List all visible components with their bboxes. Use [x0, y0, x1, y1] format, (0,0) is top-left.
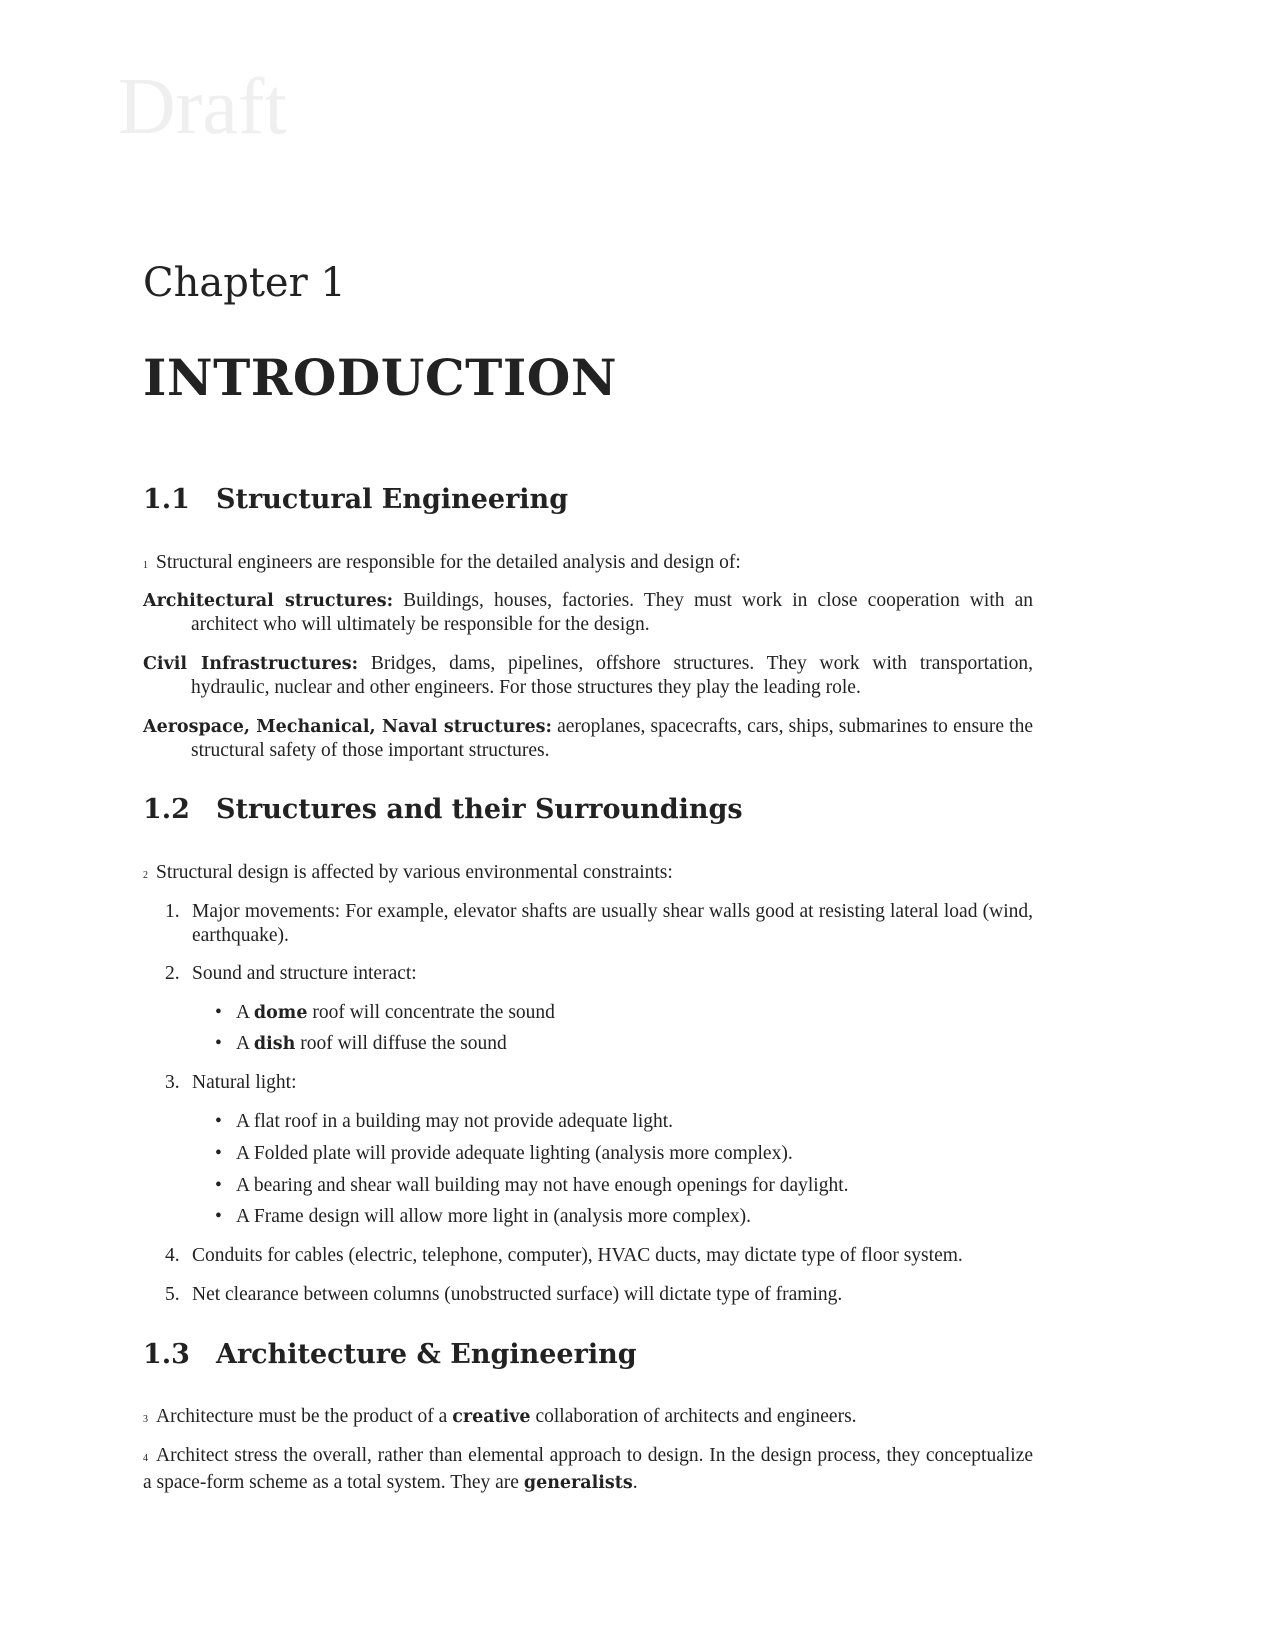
- section-title: Architecture & Engineering: [216, 1339, 637, 1370]
- list-number: 5.: [165, 1284, 180, 1305]
- paragraph-number: 4: [143, 1453, 148, 1464]
- paragraph-text: Architecture must be the product of a: [156, 1406, 453, 1427]
- list-number: 1.: [165, 901, 180, 922]
- description-item: [143, 652, 1033, 700]
- bullet-text: A Folded plate will provide adequate lighting (analysis more complex).: [236, 1143, 793, 1164]
- paragraph-text: Structural engineers are responsible for the detailed analysis and design of:: [156, 552, 741, 573]
- bullet-icon: •: [215, 1143, 222, 1164]
- section-number: 1.1: [143, 484, 190, 515]
- bullet-item: [215, 1032, 507, 1056]
- bullet-text: A Frame design will allow more light in (analysis more complex).: [236, 1206, 752, 1227]
- chapter-title: INTRODUCTION: [143, 348, 618, 407]
- list-text: Natural light:: [192, 1072, 297, 1093]
- paragraph-1: [143, 551, 1033, 578]
- section-heading-1-3: [143, 1339, 637, 1370]
- section-heading-1-2: [143, 794, 743, 825]
- list-text: Major movements: For example, elevator shafts are usually shear walls good at resisting lateral load (wind, earthquake).: [192, 901, 1033, 946]
- bullet-text: A flat roof in a building may not provide adequate light.: [236, 1111, 674, 1132]
- list-item: [165, 962, 1033, 986]
- list-number: 4.: [165, 1245, 180, 1266]
- list-item: [165, 1283, 1033, 1307]
- paragraph-3: [143, 1405, 1033, 1432]
- paragraph-text: Structural design is affected by various environmental constraints:: [156, 862, 673, 883]
- bullet-text: A bearing and shear wall building may not have enough openings for daylight.: [236, 1175, 849, 1196]
- description-term: Architectural structures:: [143, 591, 394, 611]
- bullet-icon: •: [215, 1206, 222, 1227]
- bullet-item: [215, 1174, 849, 1198]
- bullet-item: [215, 1001, 555, 1025]
- paragraph-number: 2: [143, 870, 148, 881]
- bullet-text: A: [236, 1002, 254, 1023]
- description-item: [143, 589, 1033, 637]
- description-item: [143, 715, 1033, 763]
- paragraph-text: .: [632, 1472, 638, 1493]
- section-title: Structural Engineering: [216, 484, 569, 515]
- list-text: Net clearance between columns (unobstructed surface) will dictate type of framing.: [192, 1284, 843, 1305]
- draft-watermark: Draft: [118, 63, 287, 151]
- section-number: 1.3: [143, 1339, 190, 1370]
- paragraph-number: 1: [143, 560, 148, 571]
- list-number: 3.: [165, 1072, 180, 1093]
- bullet-text: roof will diffuse the sound: [295, 1033, 507, 1054]
- description-text: Bridges, dams, pipelines, offshore structures. They work with transportation, hydraulic, nuclear and other engineers. For those structures they play the leading role.: [191, 653, 1034, 698]
- section-number: 1.2: [143, 794, 190, 825]
- list-item: [165, 900, 1033, 948]
- list-text: Conduits for cables (electric, telephone, computer), HVAC ducts, may dictate type of floor system.: [192, 1245, 963, 1266]
- section-heading-1-1: [143, 484, 568, 515]
- bold-term: dish: [253, 1034, 296, 1054]
- bullet-icon: •: [215, 1111, 222, 1132]
- description-term: Aerospace, Mechanical, Naval structures:: [143, 717, 552, 737]
- paragraph-text: Architect stress the overall, rather than elemental approach to design. In the design process, they conceptualize a space-form scheme as a total system. They are: [143, 1445, 1033, 1493]
- bullet-icon: •: [215, 1002, 222, 1023]
- list-item: [165, 1244, 1033, 1268]
- bullet-item: [215, 1142, 793, 1166]
- description-text: aeroplanes, spacecrafts, cars, ships, submarines to ensure the structural safety of those important structures.: [191, 716, 1033, 761]
- description-text: Buildings, houses, factories. They must work in close cooperation with an architect who will ultimately be responsible for the design.: [191, 590, 1033, 635]
- bullet-text: A: [236, 1033, 254, 1054]
- paragraph-text: collaboration of architects and engineers.: [530, 1406, 857, 1427]
- bullet-item: [215, 1205, 751, 1229]
- bullet-item: [215, 1110, 673, 1134]
- bullet-text: roof will concentrate the sound: [307, 1002, 555, 1023]
- list-text: Sound and structure interact:: [192, 963, 417, 984]
- bold-term: creative: [452, 1407, 531, 1427]
- bold-term: generalists: [523, 1473, 633, 1493]
- chapter-label: Chapter 1: [143, 260, 346, 306]
- paragraph-4: [143, 1444, 1033, 1495]
- bullet-icon: •: [215, 1033, 222, 1054]
- paragraph-2: [143, 861, 1033, 888]
- list-item: [165, 1071, 1033, 1095]
- description-term: Civil Infrastructures:: [143, 654, 359, 674]
- list-number: 2.: [165, 963, 180, 984]
- bullet-icon: •: [215, 1175, 222, 1196]
- paragraph-number: 3: [143, 1414, 148, 1425]
- bold-term: dome: [253, 1003, 308, 1023]
- section-title: Structures and their Surroundings: [216, 794, 743, 825]
